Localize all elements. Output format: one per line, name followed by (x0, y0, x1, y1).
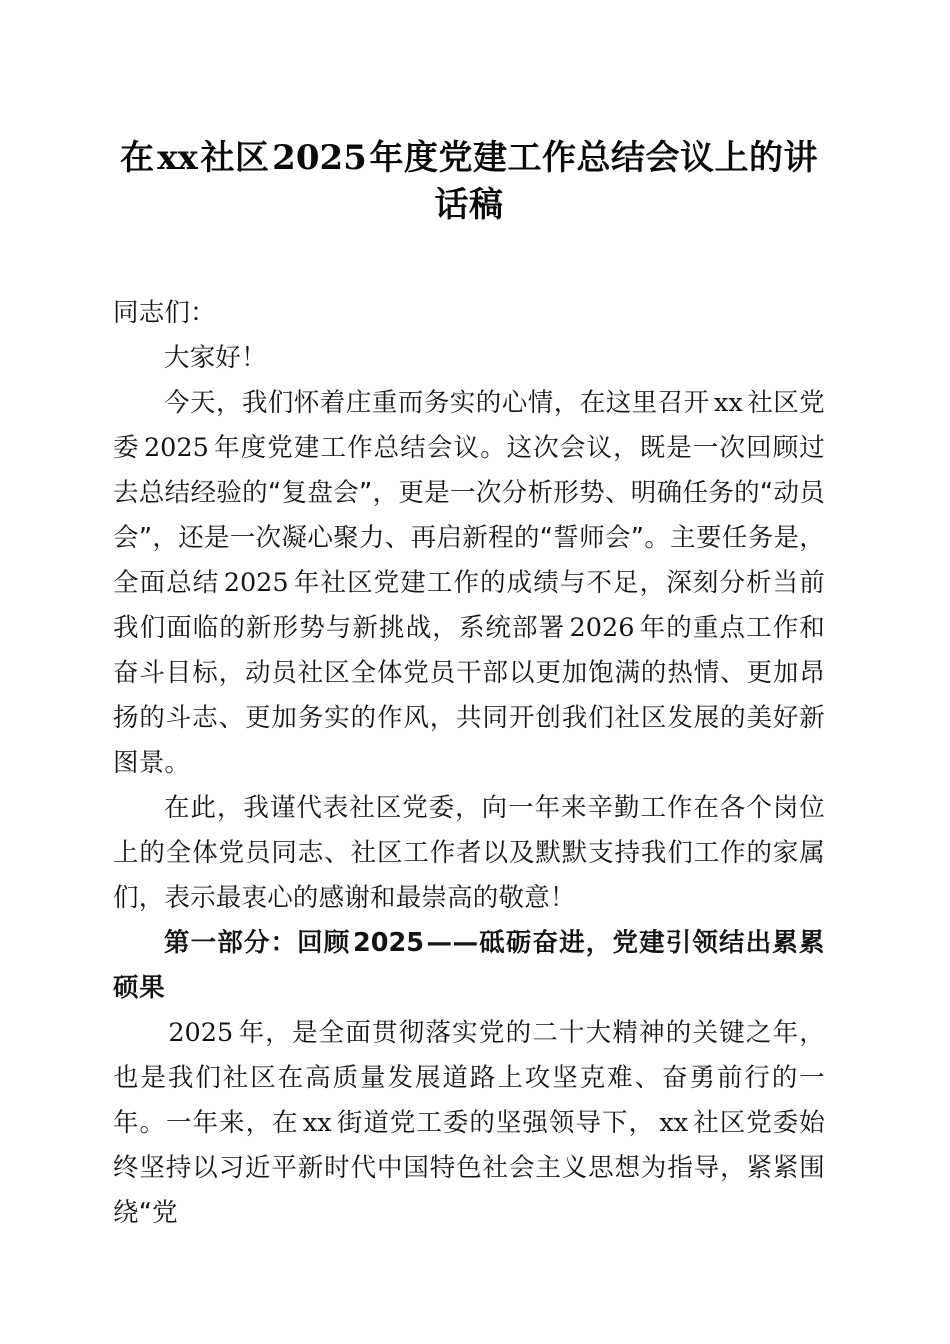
para1-year-2025a: 2025 (143, 433, 209, 463)
page-title (113, 135, 825, 229)
para1-seg-4: 年社区党建工作的成绩与不足，深刻分析当前我们面临的新形势与新挑战，系统部署 (113, 568, 825, 643)
salutation-line: 同志们： (113, 298, 216, 328)
title-text-segment-3: 年度党建工作总结会议上的讲话稿 (369, 138, 819, 225)
para1-year-2025b: 2025 (223, 568, 289, 598)
para1-seg-3: 年度党建工作总结会议。这次会议，既是一次回顾过去总结经验的“复盘会”，更是一次分析形势、明确任务的“动员会”，还是一次凝心聚力、再启新程的“誓师会”。主要任务是，全面总结 (113, 433, 825, 598)
paragraph-review-2025 (113, 1011, 825, 1236)
para1-seg-5: 年的重点工作和奋斗目标，动员社区全体党员干部以更加饱满的热情、更加昂扬的斗志、更加务实的作风，共同开创我们社区发展的美好新图景。 (113, 613, 825, 778)
heading-seg-1: 第一部分：回顾 (164, 928, 351, 958)
para1-seg-2: 社区党委 (113, 388, 825, 463)
heading-seg-2: ——砥砺奋进，党建引领结出累累硕果 (113, 928, 825, 1003)
title-year-2025: 2025 (272, 138, 367, 178)
title-placeholder-xx: xx (157, 138, 198, 178)
greeting-line: 大家好！ (164, 343, 267, 373)
para3-seg-3: 社区党委始终坚持以习近平新时代中国特色社会主义思想为指导，紧紧围绕“党 (113, 1108, 825, 1228)
para3-placeholder-xx-street: xx (302, 1108, 332, 1138)
para1-year-2026: 2026 (569, 613, 635, 643)
para3-year-2025: 2025 (168, 1018, 234, 1048)
title-body-spacer (113, 229, 825, 291)
title-text-segment-1: 在 (119, 138, 155, 178)
paragraph-opening (113, 381, 825, 786)
document-body (113, 291, 825, 1236)
para1-placeholder-xx: xx (713, 388, 743, 418)
title-text-segment-2: 社区 (200, 138, 270, 178)
para1-seg-1: 今天，我们怀着庄重而务实的心情，在这里召开 (164, 388, 710, 418)
heading-year-2025: 2025 (353, 928, 424, 958)
section-heading-part-one (113, 921, 825, 1011)
paragraph-thanks: 在此，我谨代表社区党委，向一年来辛勤工作在各个岗位上的全体党员同志、社区工作者以及默默支持我们工作的家属们，表示最衷心的感谢和最崇高的敬意！ (113, 793, 825, 913)
para3-seg-1: 年，是全面贯彻落实党的二十大精神的关键之年，也是我们社区在高质量发展道路上攻坚克难、奋勇前行的一年。一年来，在 (113, 1018, 825, 1138)
para3-placeholder-xx-community: xx (659, 1108, 689, 1138)
para3-seg-2: 街道党工委的坚强领导下， (336, 1108, 655, 1138)
